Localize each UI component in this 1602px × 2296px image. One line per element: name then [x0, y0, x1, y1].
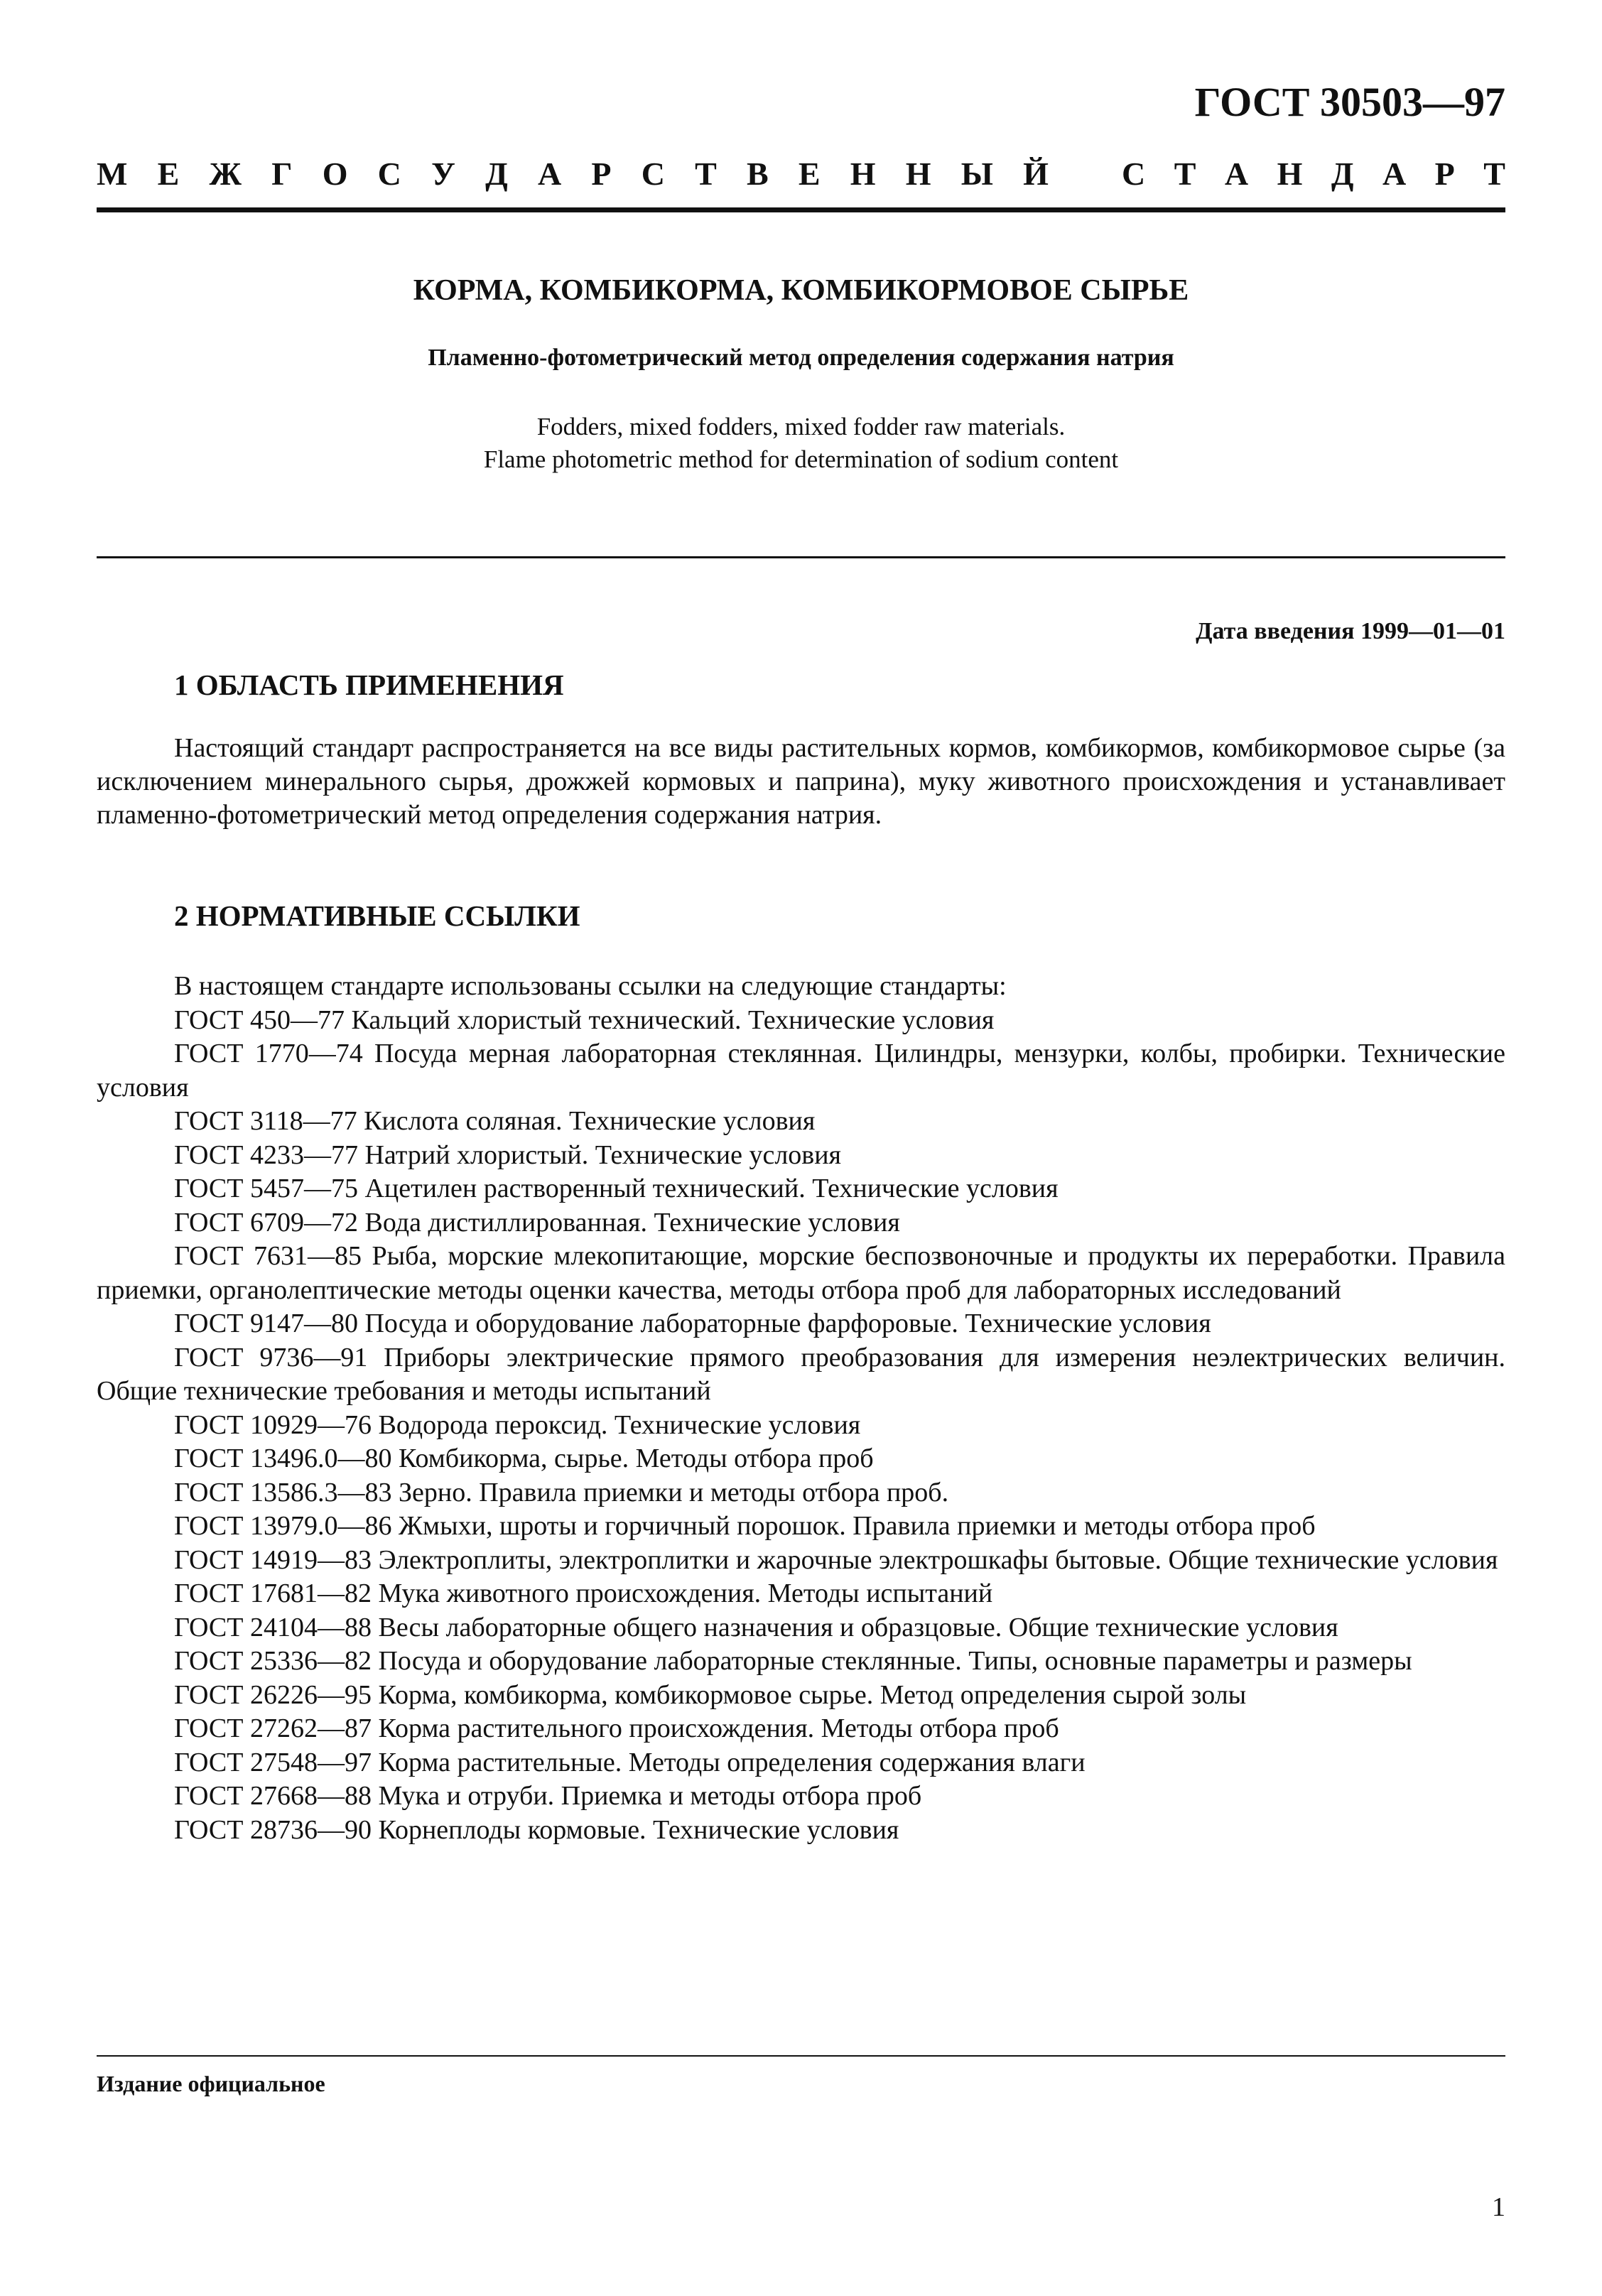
- banner-left-letter: С: [377, 156, 401, 192]
- references-intro: В настоящем стандарте использованы ссылки на следующие стандарты:: [174, 971, 1007, 1001]
- english-title: [97, 411, 1505, 476]
- banner-left-letter: Н: [905, 156, 931, 192]
- document-subtitle: Пламенно-фотометрический метод определения содержания натрия: [428, 345, 1174, 371]
- banner-left-letter: Ы: [960, 156, 993, 192]
- banner-left-letter: М: [97, 156, 128, 192]
- title-divider: [97, 556, 1505, 558]
- reference-item: ГОСТ 4233—77 Натрий хлористый. Технические условия: [174, 1139, 842, 1170]
- reference-item: ГОСТ 1770—74 Посуда мерная лабораторная стеклянная. Цилиндры, мензурки, колбы, пробирки. Технические условия: [97, 1039, 1505, 1103]
- reference-item: ГОСТ 13496.0—80 Комбикорма, сырье. Методы отбора проб: [174, 1444, 874, 1473]
- reference-item: ГОСТ 5457—75 Ацетилен растворенный технический. Технические условия: [174, 1174, 1059, 1203]
- section-heading-scope: 1 ОБЛАСТЬ ПРИМЕНЕНИЯ: [174, 668, 564, 701]
- banner-left-letter: Й: [1023, 156, 1049, 192]
- banner-right-letter: А: [1224, 156, 1249, 192]
- reference-item: ГОСТ 10929—76 Водорода пероксид. Технические условия: [174, 1409, 861, 1440]
- banner-left-letter: У: [431, 156, 455, 192]
- reference-item: ГОСТ 27668—88 Мука и отруби. Приемка и методы отбора проб: [174, 1781, 922, 1811]
- banner-left-word: [97, 155, 1049, 193]
- banner-left-letter: А: [537, 156, 562, 192]
- banner-right-letter: Т: [1483, 156, 1505, 192]
- english-title-line-1: Fodders, mixed fodders, mixed fodder raw materials.: [536, 413, 1066, 440]
- reference-item: ГОСТ 17681—82 Мука животного происхождения. Методы испытаний: [174, 1578, 993, 1608]
- reference-item: ГОСТ 7631—85 Рыба, морские млекопитающие, морские беспозвоночные и продукты их переработки. Правила приемки, органолептические методы оценки качества, методы отбора проб для лабораторных исследований: [97, 1241, 1505, 1305]
- banner-right-letter: А: [1382, 156, 1407, 192]
- reference-item: ГОСТ 27262—87 Корма растительного происхождения. Методы отбора проб: [174, 1713, 1059, 1743]
- banner-left-letter: С: [641, 156, 665, 192]
- reference-item: ГОСТ 13979.0—86 Жмыхи, шроты и горчичный порошок. Правила приемки и методы отбора проб: [174, 1511, 1316, 1541]
- reference-item: ГОСТ 3118—77 Кислота соляная. Технические условия: [174, 1106, 816, 1136]
- reference-item: ГОСТ 9736—91 Приборы электрические прямого преобразования для измерения неэлектрических величин. Общие технические требования и методы испытаний: [97, 1342, 1505, 1406]
- document-title: КОРМА, КОМБИКОРМА, КОМБИКОРМОВОЕ СЫРЬЕ: [413, 274, 1189, 307]
- english-title-line-2: Flame photometric method for determination of sodium content: [483, 445, 1119, 473]
- reference-item: ГОСТ 25336—82 Посуда и оборудование лабораторные стеклянные. Типы, основные параметры и размеры: [174, 1646, 1412, 1676]
- page-number: 1: [1492, 2192, 1505, 2222]
- banner-left-letter: Р: [591, 156, 612, 192]
- reference-item: ГОСТ 24104—88 Весы лабораторные общего назначения и образцовые. Общие технические условия: [174, 1612, 1338, 1642]
- standard-number: ГОСТ 30503—97: [1194, 79, 1505, 125]
- reference-item: ГОСТ 450—77 Кальций хлористый технический. Технические условия: [174, 1004, 995, 1035]
- banner-left-letter: Т: [695, 156, 717, 192]
- reference-item: ГОСТ 14919—83 Электроплиты, электроплитки и жарочные электрошкафы бытовые. Общие технические условия: [174, 1544, 1498, 1575]
- introduction-date: Дата введения 1999—01—01: [1196, 618, 1505, 644]
- reference-item: ГОСТ 13586.3—83 Зерно. Правила приемки и методы отбора проб.: [174, 1477, 949, 1507]
- scope-paragraph: Настоящий стандарт распространяется на все виды растительных кормов, комбикормов, комбикормовое сырье (за исключением минерального сырья, дрожжей кормовых и паприна), муку животного происхождения и устанавливает пламенно-фотометрический метод определения содержания натрия.: [97, 733, 1505, 830]
- banner-left-letter: Г: [271, 156, 293, 192]
- banner-right-letter: Н: [1277, 156, 1303, 192]
- banner-left-letter: Н: [850, 156, 876, 192]
- header-rule: [97, 207, 1505, 212]
- banner-left-letter: Е: [798, 156, 821, 192]
- footer-divider: [97, 2055, 1505, 2057]
- banner-left-letter: Ж: [209, 156, 242, 192]
- banner-right-word: [1122, 155, 1505, 193]
- reference-item: ГОСТ 9147—80 Посуда и оборудование лабораторные фарфоровые. Технические условия: [174, 1309, 1211, 1338]
- edition-label: Издание официальное: [97, 2071, 325, 2096]
- reference-item: ГОСТ 27548—97 Корма растительные. Методы определения содержания влаги: [174, 1747, 1086, 1777]
- reference-item: ГОСТ 26226—95 Корма, комбикорма, комбикормовое сырье. Метод определения сырой золы: [174, 1679, 1247, 1710]
- banner-right-letter: Р: [1434, 156, 1455, 192]
- section-heading-references: 2 НОРМАТИВНЫЕ ССЫЛКИ: [174, 899, 580, 932]
- reference-item: ГОСТ 6709—72 Вода дистиллированная. Технические условия: [174, 1207, 900, 1238]
- banner-left-letter: Д: [485, 156, 508, 192]
- banner-left-letter: О: [322, 156, 348, 192]
- banner-right-letter: Д: [1331, 156, 1354, 192]
- banner-right-letter: С: [1122, 156, 1146, 192]
- references-list: [97, 970, 1505, 1847]
- standard-banner: [97, 155, 1505, 193]
- banner-right-letter: Т: [1174, 156, 1196, 192]
- banner-left-letter: Е: [157, 156, 180, 192]
- reference-item: ГОСТ 28736—90 Корнеплоды кормовые. Технические условия: [174, 1814, 899, 1845]
- banner-left-letter: В: [747, 156, 769, 192]
